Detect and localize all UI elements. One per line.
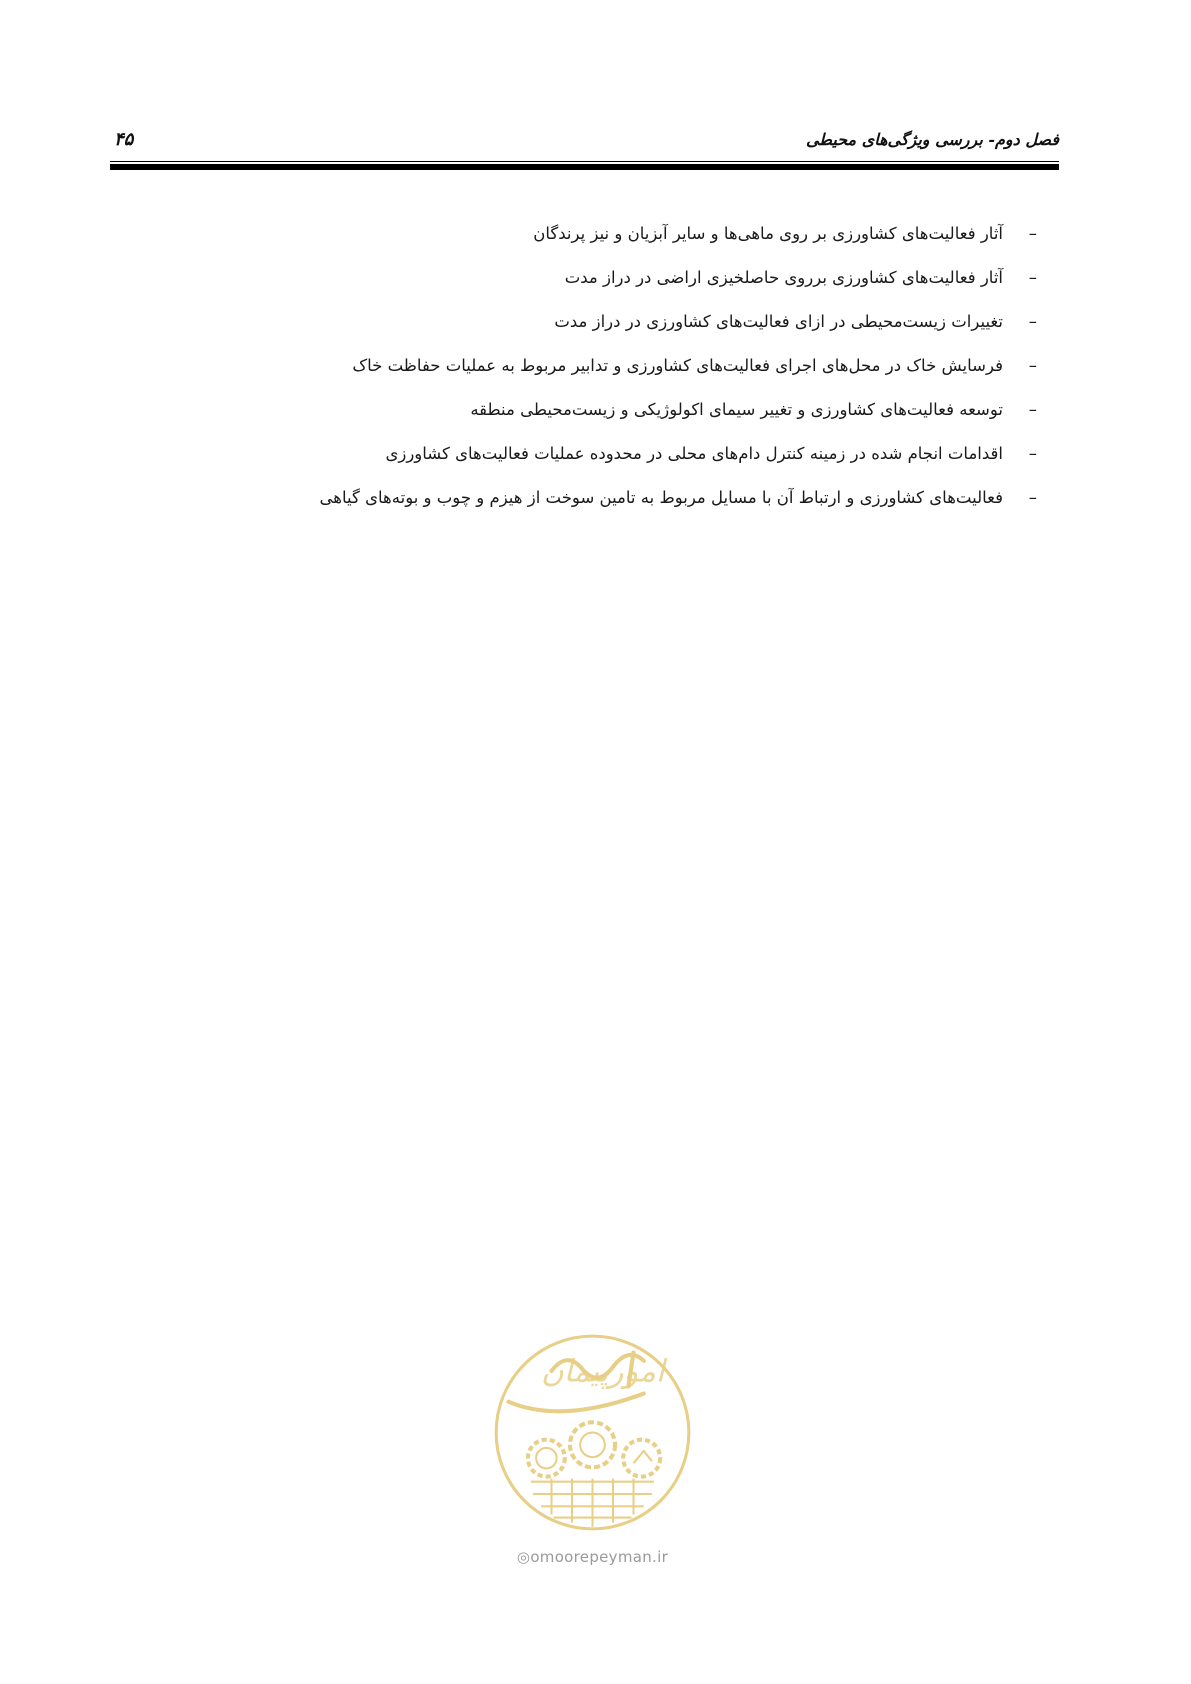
header-rule-thick bbox=[110, 164, 1059, 170]
gear-icon bbox=[623, 1440, 660, 1477]
emblem-icon bbox=[580, 1433, 605, 1458]
gear-icon bbox=[528, 1440, 565, 1477]
list-item bbox=[137, 300, 1037, 344]
list-item bbox=[137, 432, 1037, 476]
list-item bbox=[137, 256, 1037, 300]
list-item-text: آثار فعالیت‌های کشاورزی برروی حاصلخیزی اراضی در دراز مدت bbox=[564, 268, 1003, 287]
list-item-text: آثار فعالیت‌های کشاورزی بر روی ماهی‌ها و سایر آبزیان و نیز پرندگان bbox=[533, 224, 1003, 243]
bullet-dash: – bbox=[1028, 444, 1037, 463]
bullet-dash: – bbox=[1028, 356, 1037, 375]
list-item bbox=[137, 212, 1037, 256]
list-item bbox=[137, 476, 1037, 520]
list-item bbox=[137, 388, 1037, 432]
logo-text: امورپیمان bbox=[541, 1353, 665, 1390]
list-item-text: فرسایش خاک در محل‌های اجرای فعالیت‌های کشاورزی و تدابیر مربوط به عملیات حفاظت خاک bbox=[352, 356, 1003, 375]
bullet-list bbox=[137, 212, 1037, 520]
bullet-dash: – bbox=[1028, 312, 1037, 331]
list-item-text: توسعه فعالیت‌های کشاورزی و تغییر سیمای اکولوژیکی و زیست‌محیطی منطقه bbox=[470, 400, 1003, 419]
header-rule-thin bbox=[110, 161, 1059, 162]
logo-swoosh bbox=[508, 1394, 643, 1412]
bullet-dash: – bbox=[1028, 224, 1037, 243]
bullet-dash: – bbox=[1028, 400, 1037, 419]
bullet-dash: – bbox=[1028, 268, 1037, 287]
list-item-text: اقدامات انجام شده در زمینه کنترل دام‌های محلی در محدوده عملیات فعالیت‌های کشاورزی bbox=[385, 444, 1003, 463]
excavator-icon bbox=[634, 1451, 652, 1463]
page-number: ۴۵ bbox=[114, 129, 134, 150]
watermark-url: ◎omoorepeyman.ir bbox=[516, 1548, 669, 1566]
watermark-logo bbox=[490, 1330, 695, 1535]
scales-icon bbox=[536, 1448, 557, 1469]
chapter-title: فصل دوم- بررسی ویژگی‌های محیطی bbox=[805, 130, 1059, 149]
list-item-text: فعالیت‌های کشاورزی و ارتباط آن با مسایل مربوط به تامین سوخت از هیزم و چوب و بوته‌های گیاهی bbox=[319, 488, 1003, 507]
gear-icon bbox=[570, 1422, 615, 1467]
list-item bbox=[137, 344, 1037, 388]
bullet-dash: – bbox=[1028, 488, 1037, 507]
list-item-text: تغییرات زیست‌محیطی در ازای فعالیت‌های کشاورزی در دراز مدت bbox=[554, 312, 1003, 331]
